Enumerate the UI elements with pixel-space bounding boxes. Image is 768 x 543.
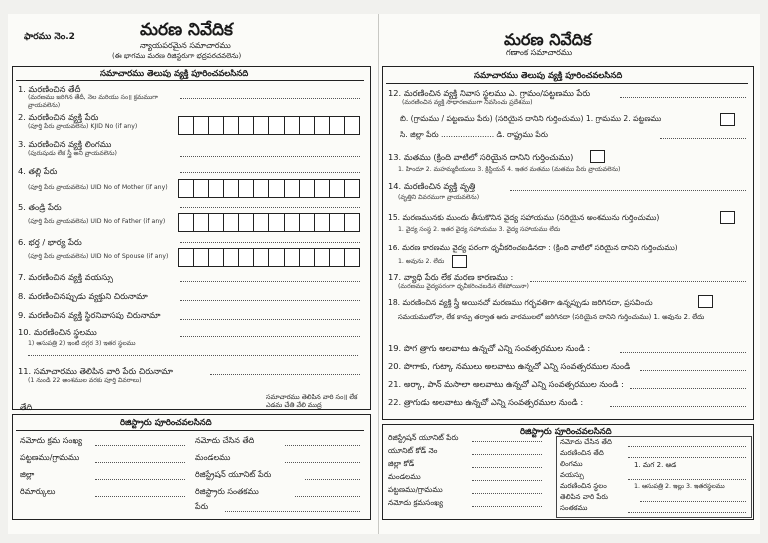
item-13-checkbox[interactable] [590,150,605,163]
reg-unit-name-field[interactable] [472,441,542,442]
reg-remarks-field[interactable] [95,496,185,497]
reg-serial-field-r[interactable] [472,506,542,507]
item-11-field[interactable] [210,374,360,375]
item-12-label: 12. మరణించిన వ్యక్తి నివాస స్థలము ఎ. గ్రామం/పట్టణము పేరు [388,88,591,98]
item-5-label: 5. తండ్రి పేరు [18,202,62,212]
item-7-label: 7. మరణించిన వ్యక్తి వయస్సు [18,272,113,282]
reg-signature-label: రిజిస్ట్రారు సంతకము [195,487,259,496]
reg-town-field-r[interactable] [472,493,542,494]
reg-town-label: పట్టణము/గ్రామము [20,453,80,462]
item-12-note: (మరణించిన వ్యక్తి సాధారణముగా నివసించు ప్రదేశము) [402,99,533,106]
item-6-label: 6. భర్త / భార్య పేరు [18,237,82,247]
item-18-note: సమయములోనా, లేక కాన్పు తర్వాత ఆరు వారములలో జరిగినదా (సరియైన దానిని గుర్తించుము) 1. అవును 2. లేదు [398,313,705,321]
divider [16,430,364,431]
item-2-note: (పూర్తి పేరు వ్రాయవలెను) KJID No (if any) [28,123,138,130]
reg-serial-label: నమోదు క్రమ సంఖ్య [20,436,83,445]
reg-town-field[interactable] [95,462,185,463]
reg-informant-field[interactable] [640,501,746,502]
left-title: మరణ నివేదిక [140,20,233,40]
reg-reg-date-field[interactable] [628,446,746,447]
reg-unit-code-field[interactable] [472,454,542,455]
item-6-uid-boxes[interactable] [178,248,360,267]
item-3-note: (పురుషుడు లేక స్త్రీ అని వ్రాయవలెను) [28,150,117,157]
item-3-label: 3. మరణించిన వ్యక్తి లింగము [18,139,112,149]
item-1-field[interactable] [180,98,360,99]
item-18-label: 18. మరణించిన వ్యక్తి స్త్రీ అయినచో మరణము గర్భవతిగా ఉన్నప్పుడు జరిగినదా, ప్రసవించు [388,298,653,307]
item-15-checkbox[interactable] [720,211,735,224]
reg-mandal-label: మండలము [195,453,231,462]
right-box-heading: సమాచారము తెలుపు వ్యక్తి పూరించవలసినది [474,71,623,81]
reg-unit-field[interactable] [305,479,360,480]
item-19-field[interactable] [620,352,746,353]
reg-district-code-field[interactable] [472,467,542,468]
reg-signature-field[interactable] [295,496,360,497]
item-11-note: (1 నుండి 22 అంశముల వరకు పూర్తి వివరాలు) [28,377,142,384]
reg-reg-date-label: నమోదు చేసిన తేది [560,438,612,446]
item-16-label: 16. మరణ కారణము వైద్య పరంగా ధృవీకరించబడినదా : (క్రింది వాటిలో సరియైన దానిని గుర్తించుము) [388,243,678,252]
item-3-field[interactable] [180,156,360,157]
item-4-field[interactable] [180,172,360,173]
item-17-note: (మరణము వైద్యపరంగా ధృవీకరించబడిన లేకపోయినా) [398,283,529,290]
item-12c-field[interactable] [660,138,746,139]
item-9-label: 9. మరణించిన వ్యక్తి స్థిరనివాసపు చిరునామా [18,310,161,320]
reg-gender-options: 1. మగ 2. ఆడ [634,461,677,469]
reg-unit-label: రిజిస్ట్రేషన్ యూనిట్ పేరు [195,470,272,479]
reg-serial-label-r: నమోదు క్రమసంఖ్య [388,498,444,507]
item-15-label: 15. మరణమునకు ముందు తీసుకొనిన వైద్య సహాయము (సరియైన అంశమును గుర్తించుము) [388,213,660,222]
item-2-label: 2. మరణించిన వ్యక్తి పేరు [18,112,99,122]
item-10-label: 10. మరణించిన స్థలము [18,327,97,337]
item-22-field[interactable] [610,406,746,407]
item-9-field[interactable] [180,319,360,320]
reg-mandal-label-r: మండలము [388,472,421,481]
item-12b-label: బి. (గ్రామము / పట్టణము పేరు) (సరియైన దానిని గుర్తించుము) 1. గ్రామము 2. పట్టణము [400,114,662,123]
item-11-label: 11. సమాచారము తెలిపిన వారి పేరు చిరునామా [18,366,173,376]
reg-place-label: మరణించిన స్థలం [560,482,607,490]
right-title: మరణ నివేదిక [504,30,592,49]
item-15-note: 1. వైద్య సంస్థ 2. ఇతర వైద్య సహాయము 3. వైద్య సహాయము లేదు [398,226,561,233]
item-4-note: (పూర్తి పేరు వ్రాయవలెను) UID No of Mother (if any) [28,184,168,191]
page-fold [378,14,379,534]
item-10-field-2[interactable] [28,355,358,356]
item-14-field[interactable] [510,190,746,191]
reg-informant-label: తెలిపిన వారి పేరు [560,493,608,501]
item-5-uid-boxes[interactable] [178,213,360,232]
reg-gender-label: లింగము [560,460,583,468]
reg-date-field[interactable] [285,445,360,446]
item-20-field[interactable] [640,370,746,371]
item-20-label: 20. పొగాకు, గుట్కా నములు అలవాటు ఉన్నచో ఎన్ని సంవత్సరముల నుండి [388,361,631,371]
item-17-field[interactable] [530,281,746,282]
left-box-heading: సమాచారము తెలుపు వ్యక్తి పూరించవలసినది [100,69,249,79]
item-1-label: 1. మరణించిన తేదీ [18,84,81,94]
item-22-label: 22. త్రాగుడు అలవాటు ఉన్నచో ఎన్ని సంవత్సరముల నుండి : [388,397,584,407]
item-12b-checkbox[interactable] [720,113,735,126]
item-18-checkbox[interactable] [698,295,713,308]
reg-name-field[interactable] [225,511,360,512]
item-19-label: 19. పొగ త్రాగు అలవాటు ఉన్నచో ఎన్ని సంవత్సరముల నుండి : [388,343,591,353]
item-6-note: (పూర్తి పేరు వ్రాయవలెను) UID No of Spouse (if any) [28,253,169,260]
item-4-uid-boxes[interactable] [178,179,360,198]
reg-district-code-label: జిల్లా కోడ్ [388,459,415,468]
item-10-field[interactable] [180,336,360,337]
item-21-label: 21. అర్కా, పాన్ మసాలా అలవాటు ఉన్నచో ఎన్ని సంవత్సరముల నుండి : [388,379,624,389]
item-12-field[interactable] [620,97,746,98]
reg-district-field[interactable] [95,479,185,480]
item-10-note: 1) ఆసుపత్రి 2) ఇంటి దగ్గర 3) ఇతర స్థలము [28,340,136,347]
reg-death-date-field[interactable] [628,457,746,458]
reg-district-label: జిల్లా [20,470,35,479]
reg-age-label: వయస్సు [560,471,584,479]
item-14-label: 14. మరణించిన వ్యక్తి వృత్తి [388,181,476,191]
item-1-note: (మరణము జరిగిన తేదీ, నెల మరియు సం॥ క్రమముగా వ్రాయవలెను) [28,94,158,109]
reg-mandal-field[interactable] [285,462,360,463]
form-number: ఫారము నెం.2 [24,32,75,42]
item-21-field[interactable] [630,388,746,389]
item-5-note: (పూర్తి పేరు వ్రాయవలెను) UID No of Father (if any) [28,218,166,225]
item-12c-label: సి. జిల్లా పేరు ...................... డి. రాష్ట్రము పేరు [400,130,548,139]
item-8-field[interactable] [180,300,360,301]
item-16-note: 1. అవును 2. లేదు [398,258,445,265]
reg-serial-field[interactable] [95,445,185,446]
reg-death-date-label: మరణించిన తేది [560,449,604,457]
reg-name-label: పేరు [195,502,209,511]
left-subtitle: న్యాయపరమైన సమాచారము [140,41,231,50]
reg-sign-label: సంతకము [560,504,588,512]
reg-town-label-r: పట్టణము/గ్రామము [388,485,443,494]
reg-age-field[interactable] [628,479,746,480]
divider [386,83,748,84]
item-17-label: 17. వ్యాధి పేరు లేక మరణ కారణము : [388,272,514,282]
item-14-note: (వృత్తిని వివరముగా వ్రాయవలెను) [398,194,480,201]
item-8-label: 8. మరణించినప్పుడు వ్యక్తుని చిరునామా [18,291,148,301]
reg-sign-field[interactable] [628,512,746,513]
item-13-note: 1. హిందూ 2. మహమ్మదీయులు 3. క్రిస్టియన్ 4. ఇతర మతము (మతము పేరు వ్రాయవలెను) [398,166,621,173]
right-subtitle: గణాంక సమాచారము [506,48,573,57]
item-6-field[interactable] [180,242,360,243]
reg-date-label: నమోదు చేసిన తేది [195,436,255,445]
left-registrar-heading: రిజిస్ట్రారు పూరించవలసినది [120,418,212,428]
informant-signature-note: సమాచారము తెలిపిన వారి సం॥ లేక ఎడమ చేతి వేలి ముద్ర [266,393,358,409]
reg-unit-code-label: యూనిట్ కోడ్ నెం [388,446,438,455]
right-registrar-heading: రిజిస్ట్రారు పూరించవలసినది [520,427,612,437]
reg-remarks-label: రిమార్కులు [20,487,56,496]
item-7-field[interactable] [180,281,360,282]
item-16-checkbox[interactable] [452,255,467,268]
item-5-field[interactable] [180,207,360,208]
divider [16,80,364,81]
reg-unit-name-label: రిజిస్ట్రేషన్ యూనిట్ పేరు [388,433,459,442]
item-2-kjid-boxes[interactable] [178,116,360,135]
left-subtitle-note: (ఈ భాగము మరణ రిజిస్టరుగా భద్రపరచవలెను) [112,52,242,60]
date-label: తేది [20,402,33,412]
reg-mandal-field-r[interactable] [472,480,542,481]
item-13-label: 13. మతము (క్రింది వాటిలో సరియైన దానిని గుర్తించుము) [388,152,574,162]
item-4-label: 4. తల్లి పేరు [18,166,58,176]
reg-place-options: 1. ఆసుపత్రి 2. ఇల్లు 3. ఇతరస్థలము [634,483,725,490]
